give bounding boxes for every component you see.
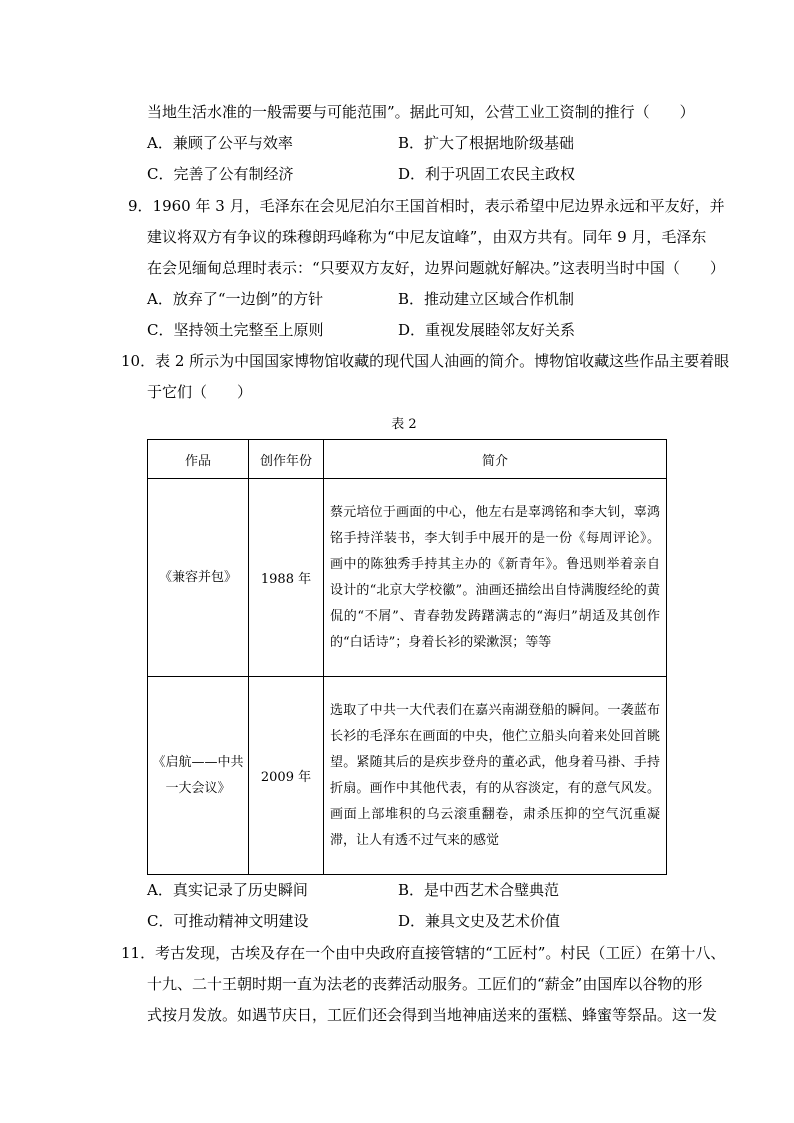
q9-option-a[interactable]: A．放弃了“一边倒”的方针 [147,290,324,308]
row-2-desc: 选取了中共一大代表们在嘉兴南湖登船的瞬间。一袭蓝布长衫的毛泽东在画面的中央，他伫立船头向着来处回首眺望。紧随其后的是疾步登舟的董必武，他身着马褂、手持折扇。画作中其他代表，有的从容淡定，有的意气风发。画面上部堆积的乌云滚重翻卷，肃杀压抑的空气沉重凝滞，让人有透不过气来的感觉 [324,677,667,875]
q8-stem-tail: 当地生活水准的一般需要与可能范围”。据此可知，公营工业工资制的推行（ ） [147,103,695,121]
q8-option-c[interactable]: C．完善了公有制经济 [147,165,294,183]
row-2-work: 《启航——中共一大会议》 [148,677,249,875]
q10-option-d[interactable]: D．兼具文史及艺术价值 [398,912,561,930]
q9-line-1: 9．1960 年 3 月，毛泽东在会见尼泊尔王国首相时，表示希望中尼边界永远和平友好，并 [128,197,725,215]
q9-option-b[interactable]: B．推动建立区域合作机制 [398,290,575,308]
row-2-year: 2009 年 [249,677,324,875]
q9-line-2: 建议将双方有争议的珠穆朗玛峰称为“中尼友谊峰”，由双方共有。同年 9 月，毛泽东 [147,228,707,246]
row-1-work: 《兼容并包》 [148,479,249,677]
q8-option-d[interactable]: D．利于巩固工农民主政权 [398,165,576,183]
header-year: 创作年份 [249,440,324,479]
table-row [148,677,667,875]
q10-option-b[interactable]: B．是中西艺术合璧典范 [398,881,560,899]
row-1-desc: 蔡元培位于画面的中心，他左右是辜鸿铭和李大钊，辜鸿铭手持洋装书，李大钊手中展开的是一份《每周评论》。画中的陈独秀手持其主办的《新青年》。鲁迅则举着亲自设计的“北京大学校徽”。油画还描绘出自恃满腹经纶的黄侃的“不屑”、青春勃发踌躇满志的“海归”胡适及其创作的“白话诗”；身着长衫的梁漱溟；等等 [324,479,667,677]
q8-option-a[interactable]: A．兼顾了公平与效率 [147,134,293,152]
q8-option-b[interactable]: B．扩大了根据地阶级基础 [398,134,575,152]
q9-option-d[interactable]: D．重视发展睦邻友好关系 [398,321,576,339]
q11-line-3: 式按月发放。如遇节庆日，工匠们还会得到当地神庙送来的蛋糕、蜂蜜等祭品。这一发 [147,1006,718,1024]
artwork-table [147,439,667,875]
q10-option-a[interactable]: A．真实记录了历史瞬间 [147,881,308,899]
q11-line-1: 11．考古发现，古埃及存在一个由中央政府直接管辖的“工匠村”。村民（工匠）在第十八、 [121,944,726,962]
q11-line-2: 十九、二十王朝时期一直为法老的丧葬活动服务。工匠们的“薪金”由国库以谷物的形 [147,975,703,993]
header-work: 作品 [148,440,249,479]
row-1-year: 1988 年 [249,479,324,677]
table-header-row [148,440,667,479]
q9-option-c[interactable]: C．坚持领土完整至上原则 [147,321,324,339]
q10-line-1: 10．表 2 所示为中国国家博物馆收藏的现代国人油画的简介。博物馆收藏这些作品主要着眼 [121,352,730,370]
q10-option-c[interactable]: C．可推动精神文明建设 [147,912,309,930]
q9-line-3: 在会见缅甸总理时表示：“只要双方友好，边界问题就好解决。”这表明当时中国（ ） [147,259,725,277]
table-caption: 表 2 [391,417,417,432]
q10-line-2: 于它们（ ） [147,383,253,401]
header-intro: 简介 [324,440,667,479]
table-row [148,479,667,677]
